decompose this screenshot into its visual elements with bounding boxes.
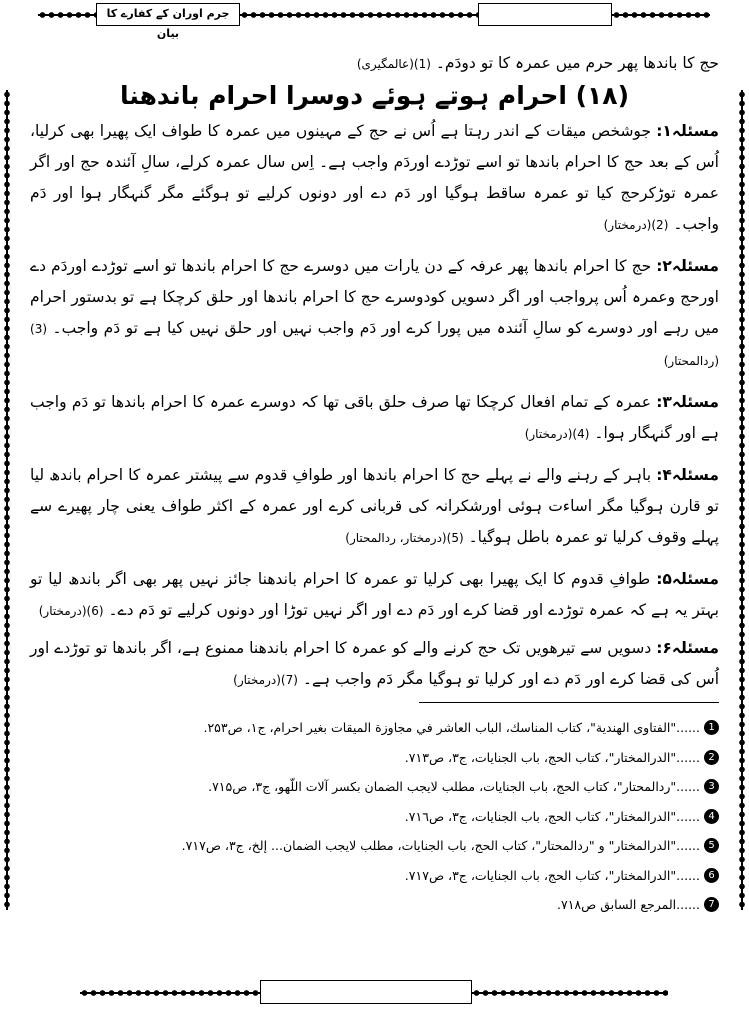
footer-chain-left bbox=[80, 988, 260, 998]
footnote-number: 2 bbox=[704, 750, 719, 765]
masala-label: مسئلہ۳: bbox=[656, 393, 719, 411]
header-chapter-box bbox=[96, 3, 240, 40]
intro-line: حج کا باندھا پھر حرم میں عمرہ کا تو دودَم۔ (1)(عالمگیری) bbox=[356, 54, 719, 72]
masala-ref: (6)(درمختار) bbox=[38, 604, 104, 618]
masala-1 bbox=[30, 116, 719, 241]
footnote-4: 4 ......"الدرالمختار"، كتاب الحج، باب الجنايات، ج۳، ص۷۱٦. bbox=[30, 802, 719, 832]
footnote-5: 5 ......"الدرالمختار" و "ردالمحتار"، كتاب الحج، باب الجنايات، مطلب لايجب الضمان... إلخ، ج۳، ص۷۱۷. bbox=[30, 831, 719, 861]
header-chain-right bbox=[612, 10, 710, 20]
footnote-number: 7 bbox=[704, 897, 719, 912]
footer-page-box bbox=[260, 980, 472, 1004]
border-right bbox=[737, 90, 747, 910]
header-chain-middle bbox=[240, 10, 478, 20]
masala-label: مسئلہ۵: bbox=[656, 570, 719, 588]
masala-label: مسئلہ۲: bbox=[656, 257, 719, 275]
masala-text: عمرہ کے تمام افعال کرچکا تھا صرف حلق باقی تھا کہ دوسرے عمرہ کا احرام باندھا تو دَم واجب ہے اور گنہگار ہوا۔ bbox=[30, 393, 719, 442]
footnote-3: 3 ......"ردالمحتار"، كتاب الحج، باب الجنايات، مطلب لايجب الضمان بكسر آلات اللّهو، ج۳، ص۷۱۵. bbox=[30, 772, 719, 802]
masala-text: دسویں سے تیرھویں تک حج کرنے والے کو عمرہ کا احرام باندھنا ممنوع ہے، اگر باندھا تو توڑدے اور اُس کی قضا کرے اور دَم دے اور کرلیا تو ہوگیا مگر دَم واجب ہے۔ bbox=[30, 639, 719, 688]
masala-ref: (4)(درمختار) bbox=[524, 427, 590, 441]
footnote-1: 1 ......"الفتاوى الهندية"، كتاب المناسك، الباب العاشر في مجاوزة الميقات بغير احرام، ج۱، ص۲۵۳. bbox=[30, 713, 719, 743]
footnote-number: 4 bbox=[704, 809, 719, 824]
masala-label: مسئلہ۴: bbox=[656, 466, 719, 484]
footnote-number: 6 bbox=[704, 868, 719, 883]
footnote-2: 2 ......"الدرالمختار"، كتاب الحج، باب الجنايات، ج۳، ص۷۱۳. bbox=[30, 743, 719, 773]
header-chain-left bbox=[38, 10, 96, 20]
section-title: (۱۸) احرام ہوتے ہوئے دوسرا احرام باندھنا bbox=[120, 81, 629, 110]
masala-ref: (5)(درمختار، ردالمحتار) bbox=[345, 531, 464, 545]
footnote-6: 6 ......"الدرالمختار"، كتاب الحج، باب الجنايات، ج۳، ص۷۱۷. bbox=[30, 861, 719, 891]
header-page-box bbox=[478, 3, 612, 26]
footnote-divider bbox=[419, 702, 719, 703]
masala-ref: (3)(ردالمحتار) bbox=[30, 322, 719, 368]
masala-text: جوشخص میقات کے اندر رہتا ہے اُس نے حج کے مہینوں میں عمرہ کا طواف ایک پھیرا بھی کرلیا، اُس کے بعد حج کا احرام باندھا تو اسے توڑدے اوردَم واجب ہے۔ اِس سال عمرہ کرلے، سالِ آئندہ حج اور اگر عمرہ توڑکرحج کیا تو عمرہ ساقط ہوگیا اور دَم دے اور دونوں کرلیے تو ہوگئے مگر گنہگار ہوا اور دَم واجب۔ bbox=[30, 122, 719, 233]
footnote-number: 5 bbox=[704, 838, 719, 853]
page-content bbox=[30, 50, 719, 920]
masala-label: مسئلہ۱: bbox=[656, 122, 719, 140]
masala-5 bbox=[30, 564, 719, 627]
footnote-number: 1 bbox=[704, 720, 719, 735]
masala-3 bbox=[30, 387, 719, 450]
masala-ref: (2)(درمختار) bbox=[603, 218, 669, 232]
footnote-7: 7 ......المرجع السابق ص۷۱۸. bbox=[30, 890, 719, 920]
masala-ref: (7)(درمختار) bbox=[233, 673, 298, 687]
footnotes bbox=[30, 713, 719, 920]
masala-text: باہر کے رہنے والے نے پہلے حج کا احرام باندھا اور طوافِ قدوم سے پیشتر عمرہ کا احرام باندھ لیا تو قارن ہوگیا مگر اساءت ہوئی اورشکرانہ کی قربانی کرے اور عمرہ کے اکثر طواف یعنی چار پھیرے سے پہلے وقوف کرلیا تو عمرہ باطل ہوگیا۔ bbox=[30, 466, 719, 546]
masala-4 bbox=[30, 460, 719, 554]
masala-text: حج کا احرام باندھا پھر عرفہ کے دن یارات میں دوسرے حج کا احرام باندھا تو اسے توڑدے اوردَم دے اورحج وعمرہ اُس پرواجب اور اگر دسویں کودوسرے حج کا احرام باندھا اور حلق کرچکا ہے تو بدستور احرام میں رہے اور دوسرے کو سالِ آئندہ میں پورا کرے اور دَم واجب نہیں اور حلق نہیں کیا ہے تو دَم واجب۔ bbox=[30, 257, 719, 337]
masala-6 bbox=[30, 633, 719, 696]
masala-2 bbox=[30, 251, 719, 377]
border-left bbox=[2, 90, 12, 910]
chapter-title: جرم اوران کے کفارے کا بیان bbox=[106, 7, 230, 40]
footer-chain-right bbox=[472, 988, 668, 998]
masala-label: مسئلہ۶: bbox=[656, 639, 719, 657]
footnote-number: 3 bbox=[704, 779, 719, 794]
masala-text: طوافِ قدوم کا ایک پھیرا بھی کرلیا تو عمرہ کا احرام باندھنا جائز نہیں پھر بھی اگر باندھ لیا تو بہتر یہ ہے کہ عمرہ توڑدے اور قضا کرے اور دَم دے اور اگر نہیں توڑا اور دونوں کرلیے تو دَم دے۔ bbox=[30, 570, 719, 619]
